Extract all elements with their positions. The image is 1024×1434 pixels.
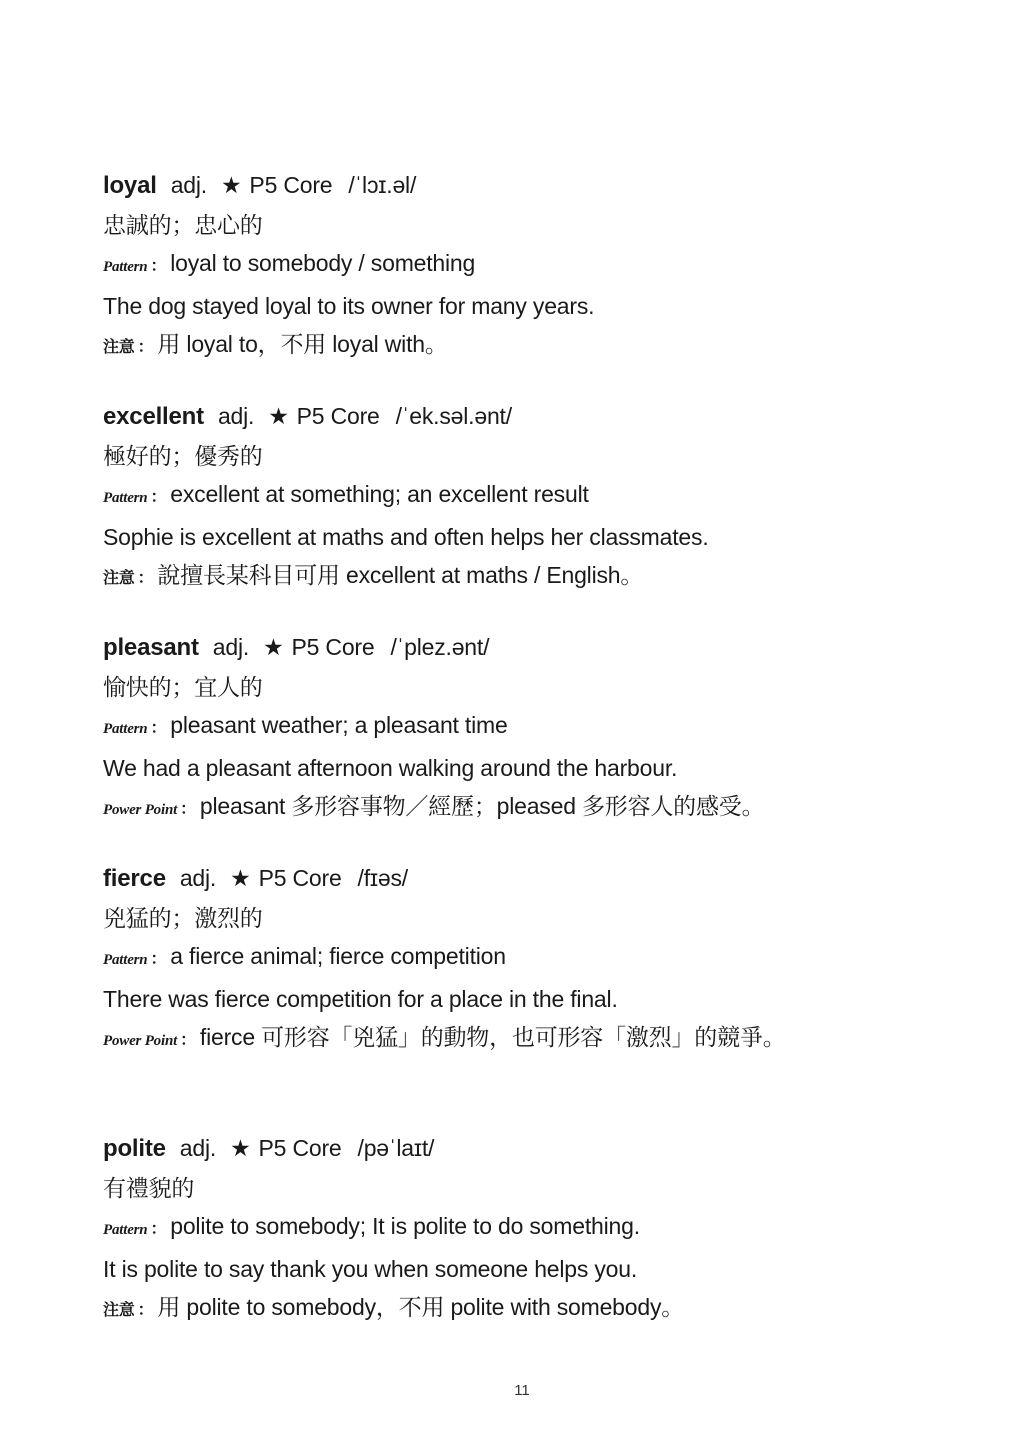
level-tag: P5 Core [258, 865, 342, 891]
pronunciation: /ˈlɔɪ.əl/ [348, 172, 417, 198]
label-colon: ： [150, 258, 167, 275]
label-colon: ： [150, 720, 167, 737]
entry-header [103, 859, 863, 899]
level-tag: P5 Core [249, 172, 333, 198]
entry-header [103, 628, 863, 668]
label-colon: ： [137, 339, 154, 356]
note-text: pleasant 多形容事物／經歷；pleased 多形容人的感受。 [199, 793, 765, 819]
part-of-speech: adj. [212, 634, 250, 660]
chinese-meaning: 兇猛的；激烈的 [103, 904, 263, 931]
pattern-text: excellent at something; an excellent result [170, 481, 589, 507]
pattern-line [103, 244, 863, 287]
note-line [103, 787, 863, 830]
pattern-line [103, 1207, 863, 1250]
headword: excellent [103, 403, 204, 430]
star-icon: ★ [268, 403, 289, 429]
note-line [103, 556, 863, 599]
headword: fierce [103, 865, 166, 892]
headword: loyal [103, 172, 157, 199]
pattern-text: a fierce animal; fierce competition [170, 943, 506, 969]
entry-excellent [103, 397, 863, 599]
label-colon: ： [150, 951, 167, 968]
entry-header [103, 397, 863, 437]
pattern-text: pleasant weather; a pleasant time [170, 712, 508, 738]
example-sentence: It is polite to say thank you when someone helps you. [103, 1255, 638, 1282]
note-text: 說擅長某科目可用 excellent at maths / English。 [157, 562, 644, 588]
chinese-meaning: 極好的；優秀的 [103, 442, 263, 469]
pronunciation: /ˈek.səl.ənt/ [395, 403, 512, 429]
note-text: fierce 可形容「兇猛」的動物，也可形容「激烈」的競爭。 [199, 1024, 786, 1050]
label-colon: ： [150, 1221, 167, 1238]
note-label: Power Point [103, 1033, 178, 1049]
headword: polite [103, 1135, 166, 1162]
pattern-label: Pattern [103, 1222, 148, 1238]
chinese-meaning: 愉快的；宜人的 [103, 673, 263, 700]
level-tag: P5 Core [296, 403, 380, 429]
star-icon: ★ [230, 1135, 251, 1161]
note-label: 注意 [103, 339, 135, 356]
part-of-speech: adj. [217, 403, 255, 429]
note-text: 用 polite to somebody，不用 polite with somebody。 [157, 1294, 685, 1320]
entry-loyal [103, 166, 863, 368]
star-icon: ★ [230, 865, 251, 891]
star-icon: ★ [221, 172, 242, 198]
pattern-text: polite to somebody; It is polite to do something. [170, 1213, 640, 1239]
note-text: 用 loyal to，不用 loyal with。 [157, 331, 448, 357]
pattern-text: loyal to somebody / something [170, 250, 476, 276]
pattern-label: Pattern [103, 259, 148, 275]
note-label: 注意 [103, 1302, 135, 1319]
example-sentence: There was fierce competition for a place in the final. [103, 985, 618, 1012]
headword: pleasant [103, 634, 199, 661]
pattern-label: Pattern [103, 721, 148, 737]
chinese-meaning: 有禮貌的 [103, 1174, 195, 1201]
entry-fierce [103, 859, 863, 1061]
note-line [103, 1018, 843, 1061]
label-colon: ： [150, 489, 167, 506]
part-of-speech: adj. [170, 172, 207, 198]
star-icon: ★ [263, 634, 284, 660]
example-sentence: We had a pleasant afternoon walking around the harbour. [103, 754, 678, 781]
label-colon: ： [180, 801, 196, 818]
pattern-line [103, 937, 863, 980]
entry-header [103, 1129, 863, 1169]
entry-header [103, 166, 863, 206]
level-tag: P5 Core [291, 634, 375, 660]
pattern-line [103, 475, 863, 518]
pronunciation: /fɪəs/ [357, 865, 408, 891]
pattern-line [103, 706, 863, 749]
note-label: Power Point [103, 802, 178, 818]
part-of-speech: adj. [179, 1135, 217, 1161]
level-tag: P5 Core [258, 1135, 342, 1161]
label-colon: ： [180, 1032, 196, 1049]
pattern-label: Pattern [103, 490, 148, 506]
chinese-meaning: 忠誠的；忠心的 [103, 211, 263, 238]
entry-polite [103, 1129, 863, 1331]
note-line [103, 1288, 863, 1331]
note-line [103, 325, 863, 368]
pronunciation: /ˈplez.ənt/ [390, 634, 490, 660]
label-colon: ： [137, 1302, 154, 1319]
example-sentence: Sophie is excellent at maths and often helps her classmates. [103, 523, 709, 550]
example-sentence: The dog stayed loyal to its owner for many years. [103, 292, 595, 319]
part-of-speech: adj. [179, 865, 217, 891]
entry-pleasant [103, 628, 863, 830]
pattern-label: Pattern [103, 952, 148, 968]
note-label: 注意 [103, 570, 135, 587]
label-colon: ： [137, 570, 154, 587]
page-number: 11 [514, 1382, 530, 1399]
pronunciation: /pəˈlaɪt/ [357, 1135, 435, 1161]
